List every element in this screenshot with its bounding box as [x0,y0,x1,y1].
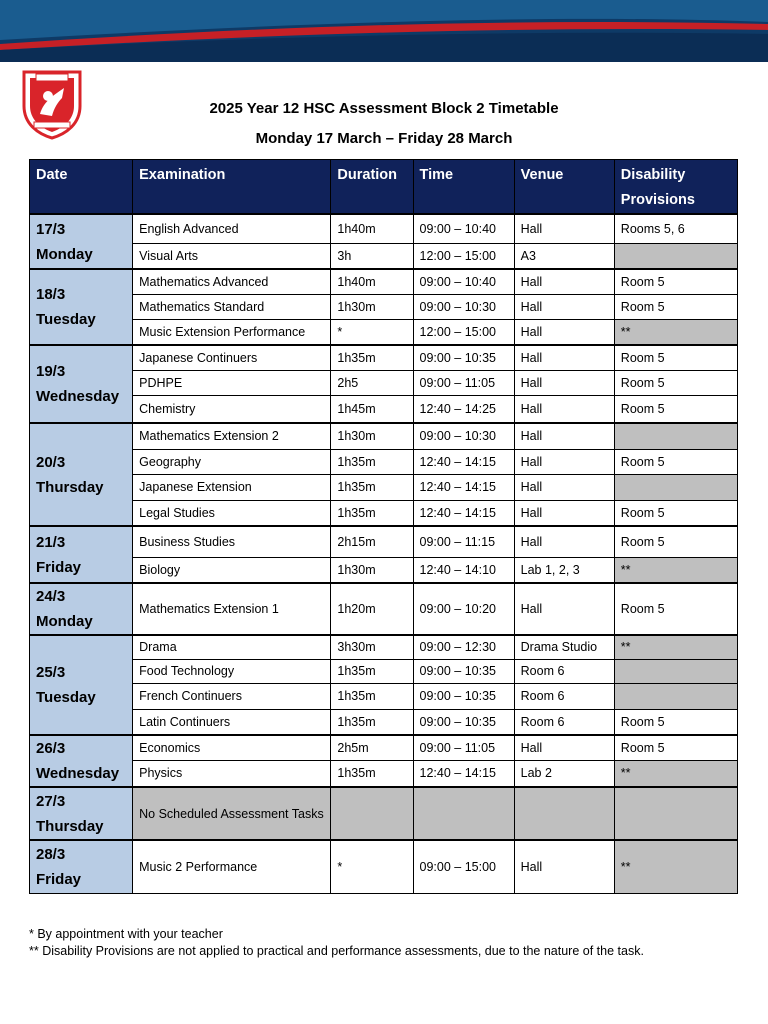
duration-cell: 1h30m [331,294,413,319]
exam-cell: Latin Continuers [133,709,331,735]
time-cell: 09:00 – 11:15 [413,526,514,557]
duration-cell: 1h35m [331,683,413,709]
venue-cell: Hall [514,840,614,893]
provisions-cell: Room 5 [614,449,737,474]
provisions-cell: Room 5 [614,735,737,760]
venue-cell: Hall [514,449,614,474]
exam-cell: French Continuers [133,683,331,709]
exam-cell: Mathematics Extension 2 [133,423,331,449]
date-cell [30,735,133,787]
provisions-cell: Room 5 [614,345,737,370]
table-row [30,423,738,449]
table-row [30,294,738,319]
time-cell: 09:00 – 11:05 [413,370,514,395]
time-cell: 09:00 – 15:00 [413,840,514,893]
page-title: 2025 Year 12 HSC Assessment Block 2 Timetable [209,100,559,117]
header-line: Provisions [620,192,695,208]
exam-cell: Music Extension Performance [133,319,331,345]
time-cell: 12:00 – 15:00 [413,243,514,269]
duration-cell: 1h45m [331,395,413,423]
duration-cell: 1h20m [331,583,413,635]
provisions-cell: Room 5 [614,500,737,526]
date-cell [30,423,133,526]
exam-cell: Mathematics Standard [133,294,331,319]
venue-cell [514,787,614,840]
venue-cell: Drama Studio [514,635,614,659]
page-subtitle: Monday 17 March – Friday 28 March [255,130,513,147]
table-row [30,474,738,500]
exam-cell: Drama [133,635,331,659]
provisions-cell: Room 5 [614,526,737,557]
time-cell: 09:00 – 10:35 [413,683,514,709]
table-row [30,659,738,683]
provisions-cell [614,243,737,269]
date-label: 24/3 [36,588,66,605]
table-row [30,709,738,735]
venue-cell: Room 6 [514,683,614,709]
table-row [30,449,738,474]
day-label: Tuesday [36,311,96,328]
date-label: 28/3 [36,845,66,863]
venue-cell: Room 6 [514,709,614,735]
date-label: 19/3 [36,363,66,380]
date-label: 25/3 [36,664,66,681]
table-row [30,370,738,395]
time-cell: 12:40 – 14:10 [413,557,514,583]
provisions-cell [614,474,737,500]
table-row [30,840,738,893]
date-cell [30,526,133,583]
venue-cell: Hall [514,583,614,635]
table-row [30,557,738,583]
time-cell: 09:00 – 10:40 [413,214,514,243]
exam-cell: Japanese Continuers [133,345,331,370]
exam-cell: Music 2 Performance [133,840,331,893]
time-cell: 12:40 – 14:15 [413,760,514,787]
duration-cell: 1h35m [331,345,413,370]
date-cell [30,635,133,735]
date-cell [30,214,133,269]
provisions-cell [614,683,737,709]
provisions-cell: Room 5 [614,709,737,735]
date-label: 18/3 [36,286,66,303]
duration-cell: * [331,319,413,345]
provisions-cell [614,423,737,449]
day-label: Thursday [36,817,104,835]
provisions-cell: ** [614,557,737,583]
duration-cell: 1h35m [331,760,413,787]
column-header-date: Date [30,160,133,215]
date-cell [30,583,133,635]
time-cell: 12:00 – 15:00 [413,319,514,345]
table-row [30,683,738,709]
exam-cell: Food Technology [133,659,331,683]
exam-cell: Mathematics Advanced [133,269,331,294]
time-cell: 09:00 – 10:40 [413,269,514,294]
time-cell: 12:40 – 14:15 [413,474,514,500]
exam-cell: Chemistry [133,395,331,423]
venue-cell: Hall [514,319,614,345]
provisions-cell: Rooms 5, 6 [614,214,737,243]
footnote: * By appointment with your teacher [29,927,223,941]
venue-cell: Lab 2 [514,760,614,787]
provisions-cell: Room 5 [614,395,737,423]
column-header-disability-provisions [614,160,737,215]
time-cell: 12:40 – 14:15 [413,500,514,526]
venue-cell: Hall [514,269,614,294]
venue-cell: Hall [514,294,614,319]
duration-cell: 3h [331,243,413,269]
provisions-cell: Room 5 [614,269,737,294]
column-header-duration: Duration [331,160,413,215]
duration-cell: 2h5 [331,370,413,395]
provisions-cell [614,659,737,683]
day-label: Friday [36,870,82,888]
day-label: Wednesday [36,765,120,782]
duration-cell: 1h35m [331,659,413,683]
venue-cell: Hall [514,735,614,760]
date-label: 20/3 [36,453,66,471]
exam-cell: Geography [133,449,331,474]
timetable-body [30,214,738,893]
time-cell [413,787,514,840]
date-cell [30,269,133,345]
exam-cell: English Advanced [133,214,331,243]
duration-cell: 1h30m [331,423,413,449]
provisions-cell: ** [614,840,737,893]
table-row [30,735,738,760]
provisions-cell: Room 5 [614,370,737,395]
venue-cell: Hall [514,526,614,557]
table-row [30,583,738,635]
table-row [30,526,738,557]
date-cell [30,840,133,893]
column-header-venue: Venue [514,160,614,215]
table-row [30,395,738,423]
time-cell: 12:40 – 14:25 [413,395,514,423]
exam-cell: Mathematics Extension 1 [133,583,331,635]
duration-cell: 1h40m [331,214,413,243]
table-row [30,787,738,840]
venue-cell: Hall [514,345,614,370]
venue-cell: Hall [514,370,614,395]
table-row [30,635,738,659]
duration-cell: 1h35m [331,474,413,500]
duration-cell [331,787,413,840]
date-cell [30,787,133,840]
day-label: Monday [36,245,93,263]
duration-cell: 2h15m [331,526,413,557]
duration-cell: 3h30m [331,635,413,659]
provisions-cell: ** [614,635,737,659]
table-row [30,269,738,294]
footnotes [29,926,644,960]
date-label: 21/3 [36,533,66,551]
provisions-cell: Room 5 [614,294,737,319]
header-line: Disability [620,167,686,183]
duration-cell: 2h5m [331,735,413,760]
time-cell: 09:00 – 10:35 [413,345,514,370]
provisions-cell: Room 5 [614,583,737,635]
exam-cell: Japanese Extension [133,474,331,500]
table-header-row [30,160,738,215]
date-label: 17/3 [36,220,66,238]
table-row [30,500,738,526]
day-label: Thursday [36,478,104,496]
venue-cell: Room 6 [514,659,614,683]
day-label: Monday [36,613,93,630]
time-cell: 09:00 – 10:35 [413,709,514,735]
provisions-cell: ** [614,760,737,787]
venue-cell: Lab 1, 2, 3 [514,557,614,583]
duration-cell: 1h35m [331,709,413,735]
venue-cell: Hall [514,214,614,243]
duration-cell: * [331,840,413,893]
duration-cell: 1h40m [331,269,413,294]
venue-cell: Hall [514,474,614,500]
date-cell [30,345,133,423]
column-header-examination: Examination [133,160,331,215]
table-row [30,243,738,269]
time-cell: 09:00 – 10:30 [413,423,514,449]
exam-cell: Visual Arts [133,243,331,269]
time-cell: 09:00 – 11:05 [413,735,514,760]
header-banner [0,0,768,62]
duration-cell: 1h35m [331,500,413,526]
exam-cell: PDHPE [133,370,331,395]
duration-cell: 1h35m [331,449,413,474]
provisions-cell [614,787,737,840]
duration-cell: 1h30m [331,557,413,583]
date-label: 27/3 [36,792,66,810]
time-cell: 09:00 – 10:35 [413,659,514,683]
venue-cell: Hall [514,423,614,449]
table-row [30,345,738,370]
footnote: ** Disability Provisions are not applied to practical and performance assessments, due to the nature of the task. [29,944,644,958]
day-label: Wednesday [36,388,120,405]
table-row [30,214,738,243]
venue-cell: Hall [514,500,614,526]
day-label: Friday [36,558,82,576]
time-cell: 12:40 – 14:15 [413,449,514,474]
exam-cell: Economics [133,735,331,760]
exam-cell: Legal Studies [133,500,331,526]
time-cell: 09:00 – 12:30 [413,635,514,659]
table-row [30,319,738,345]
venue-cell: Hall [514,395,614,423]
table-row [30,760,738,787]
date-label: 26/3 [36,740,66,757]
day-label: Tuesday [36,689,96,706]
exam-cell: Physics [133,760,331,787]
time-cell: 09:00 – 10:30 [413,294,514,319]
exam-cell: No Scheduled Assessment Tasks [133,787,331,840]
exam-cell: Business Studies [133,526,331,557]
timetable [29,159,738,894]
provisions-cell: ** [614,319,737,345]
time-cell: 09:00 – 10:20 [413,583,514,635]
column-header-time: Time [413,160,514,215]
exam-cell: Biology [133,557,331,583]
venue-cell: A3 [514,243,614,269]
